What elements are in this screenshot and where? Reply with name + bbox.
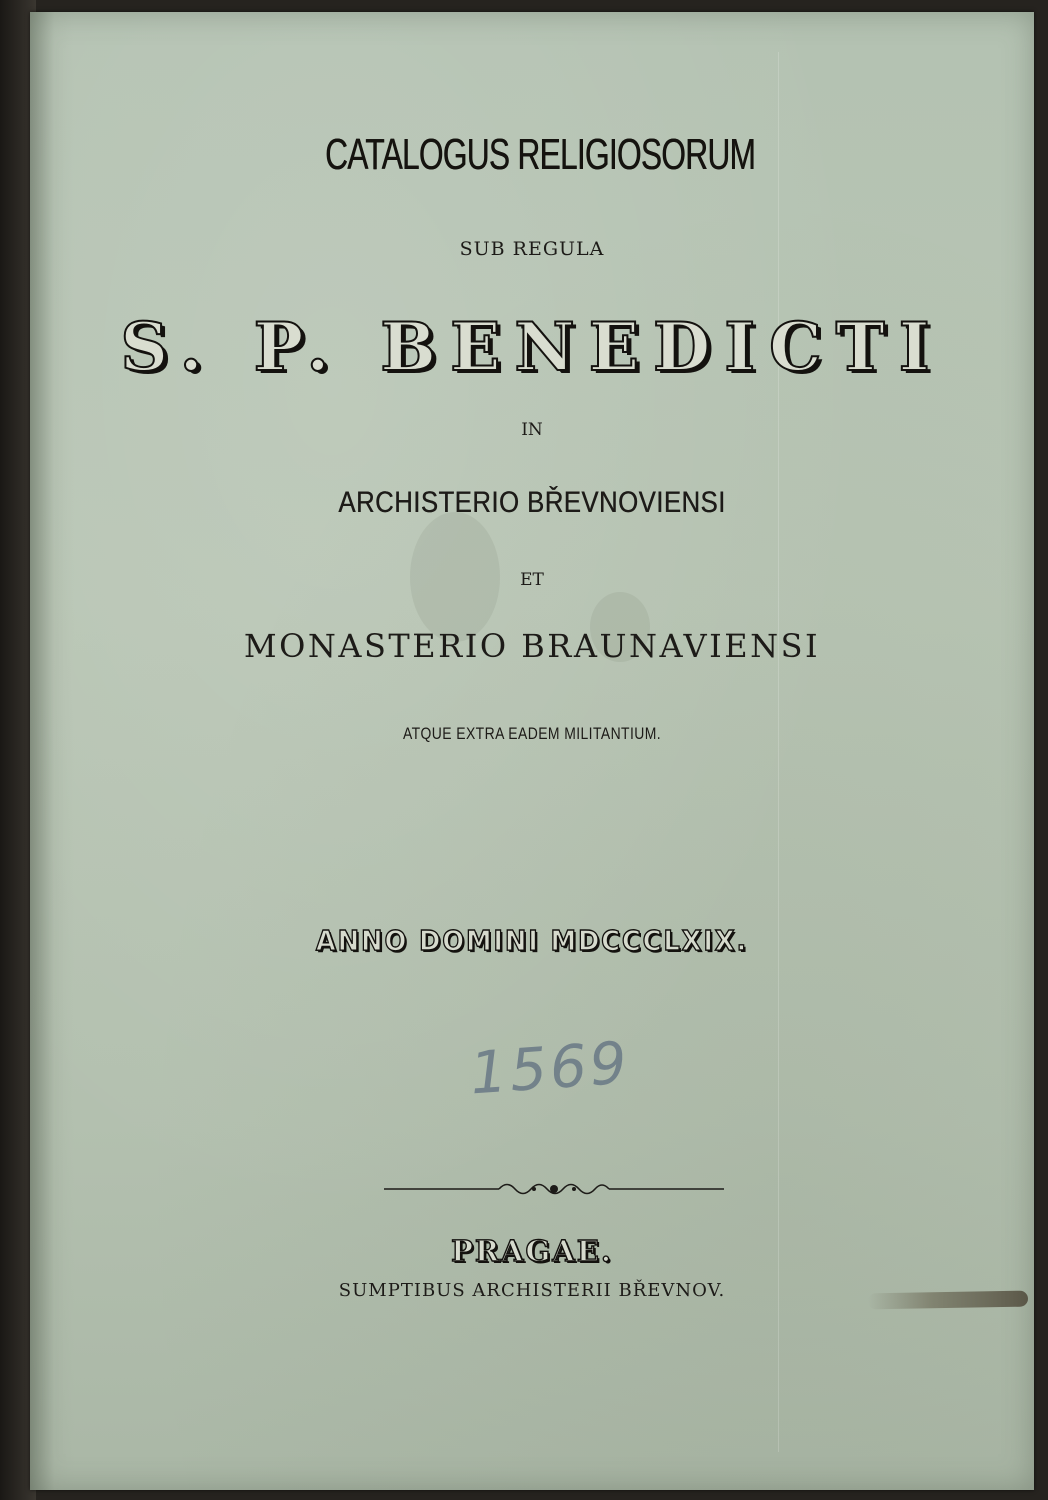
saint-name: S. P. BENEDICTI [120, 308, 944, 386]
et-line: ET [520, 570, 544, 590]
monasterio-line: MONASTERIO BRAUNAVIENSI [243, 627, 821, 665]
place-of-print: PRAGAE. [451, 1234, 613, 1268]
atque-line: ATQUE EXTRA EADEM MILITANTIUM. [402, 724, 662, 743]
publisher-line: SUMPTIBUS ARCHISTERII BŘEVNOV. [338, 1280, 726, 1301]
book-cover [30, 12, 1034, 1490]
spine-edge [30, 12, 74, 1490]
anno-domini-line: ANNO DOMINI MDCCCLXIX. [315, 924, 749, 957]
archisterio-line: ARCHISTERIO BŘEVNOVIENSI [338, 486, 726, 519]
in-line: IN [521, 420, 543, 440]
sub-regula-line: SUB REGULA [459, 238, 605, 260]
catalogue-title: CATALOGUS RELIGIOSORUM [324, 130, 756, 179]
ornament-divider [384, 1174, 724, 1204]
handwritten-pencil-number: 1569 [467, 1028, 632, 1108]
edge-damage [868, 1291, 1028, 1310]
